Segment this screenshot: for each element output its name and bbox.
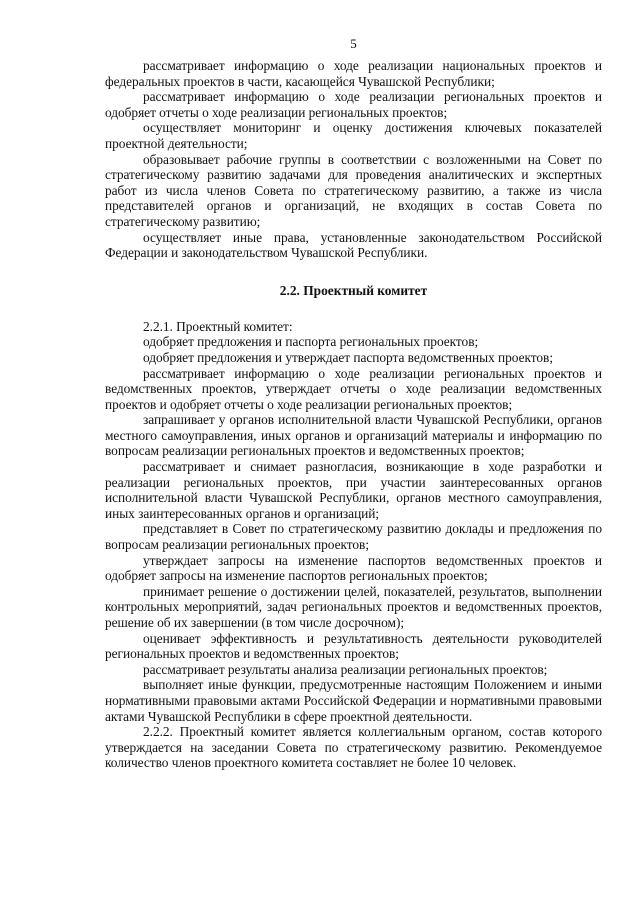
paragraph: представляет в Совет по стратегическому развитию доклады и предложения по вопросам реализации региональных проектов; (105, 521, 602, 553)
paragraph: оценивает эффективность и результативность деятельности руководителей региональных проектов и ведомственных проектов; (105, 630, 602, 662)
paragraph: принимает решение о достижении целей, показателей, результатов, выполнении контрольных мероприятий, задач региональных проектов и ведомственных проектов, решение об их завершении (в том числе досрочном); (105, 583, 602, 630)
paragraph: 2.2.1. Проектный комитет: (143, 318, 293, 334)
paragraph: рассматривает информацию о ходе реализации национальных проектов и федеральных проектов в части, касающейся Чувашской Республики; (105, 58, 602, 89)
paragraph: запрашивает у органов исполнительной власти Чувашской Республики, органов местного самоуправления, иных органов и организаций материалы и информацию по вопросам реализации региональных проектов и ведомственных проектов; (105, 412, 602, 459)
document-page (105, 36, 602, 771)
paragraph: рассматривает информацию о ходе реализации региональных проектов и одобряет отчеты о ходе реализации региональных проектов; (105, 89, 602, 120)
paragraph: образовывает рабочие группы в соответствии с возложенными на Совет по стратегическому развитию задачами для проведения аналитических и экспертных работ из числа членов Совета по стратегическому развитию, а также из числа представителей органов и организаций, не входящих в состав Совета по стратегическому развитию; (105, 151, 602, 229)
paragraph: выполняет иные функции, предусмотренные настоящим Положением и иными нормативными правовыми актами Российской Федерации и нормативными правовыми актами Чувашской Республики в сфере проектной деятельности. (105, 677, 602, 724)
paragraph: 2.2.2. Проектный комитет является коллегиальным органом, состав которого утверждается на заседании Совета по стратегическому развитию. Рекомендуемое количество членов проектного комитета составляет не более 10 человек. (105, 724, 602, 771)
paragraph: одобряет предложения и утверждает паспорта ведомственных проектов; (143, 349, 554, 365)
page-number: 5 (350, 36, 357, 51)
paragraph: рассматривает результаты анализа реализации региональных проектов; (143, 661, 548, 677)
paragraph: утверждает запросы на изменение паспортов ведомственных проектов и одобряет запросы на изменение паспортов региональных проектов; (105, 552, 602, 584)
paragraph: одобряет предложения и паспорта региональных проектов; (143, 334, 479, 350)
paragraph: рассматривает информацию о ходе реализации региональных проектов и ведомственных проектов, утверждает отчеты о ходе реализации ведомственных проектов и одобряет отчеты о ходе реализации региональных проектов; (105, 365, 602, 412)
section-heading: 2.2. Проектный комитет (279, 282, 428, 298)
paragraph: осуществляет иные права, установленные законодательством Российской Федерации и законодательством Чувашской Республики. (105, 229, 602, 261)
paragraph: осуществляет мониторинг и оценку достижения ключевых показателей проектной деятельности; (105, 120, 602, 151)
paragraph: рассматривает и снимает разногласия, возникающие в ходе разработки и реализации региональных проектов, при участии заинтересованных органов исполнительной власти Чувашской Республики, органов местного самоуправления, иных заинтересованных органов и организаций; (105, 459, 602, 521)
